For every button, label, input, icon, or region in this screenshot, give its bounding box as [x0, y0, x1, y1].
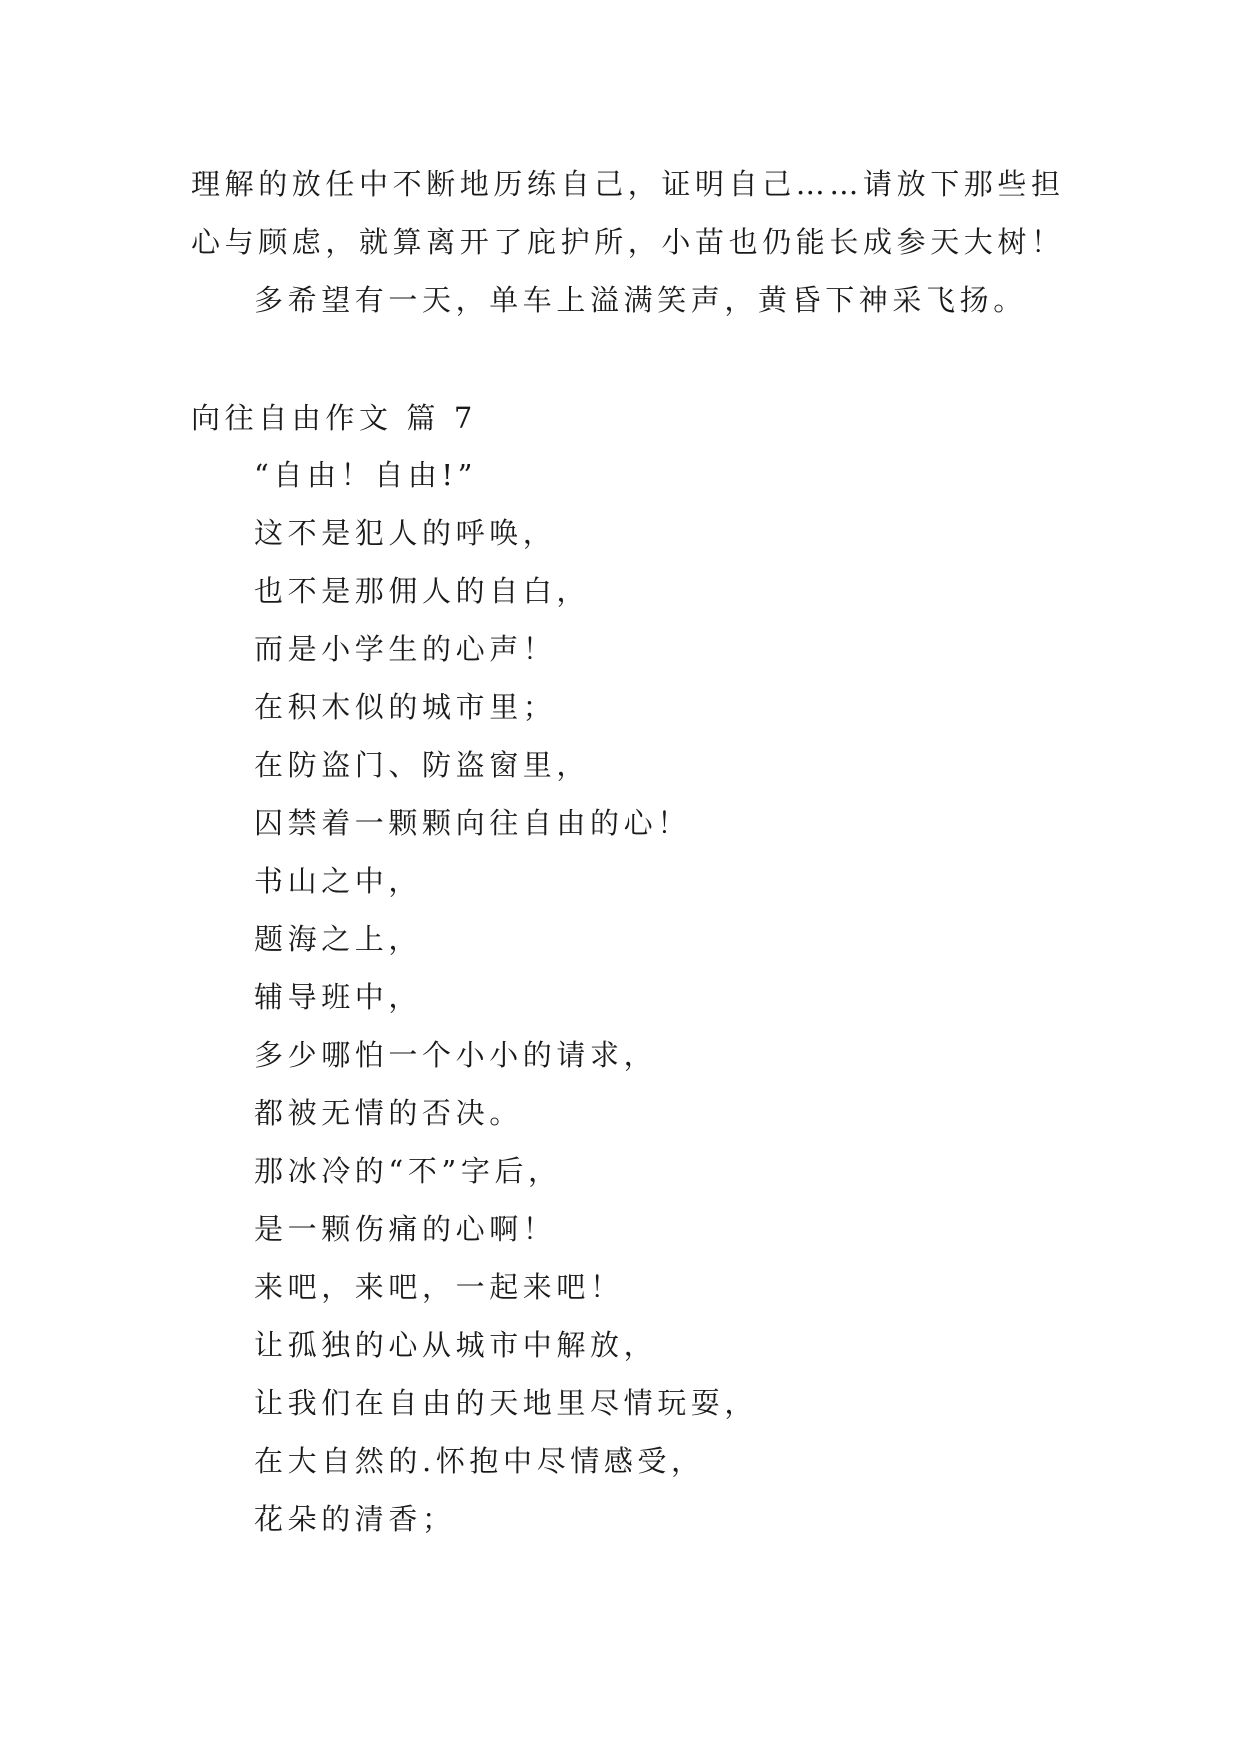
poem-line: 是一颗伤痛的心啊！: [254, 1212, 557, 1246]
poem-line: 而是小学生的心声！: [254, 632, 557, 666]
poem-line: 也不是那佣人的自白，: [254, 574, 591, 608]
poem-line: 书山之中，: [254, 864, 423, 898]
paragraph-line-2: 心与顾虑，就算离开了庇护所，小苗也仍能长成参天大树！: [191, 225, 1065, 259]
poem-line: 都被无情的否决。: [254, 1096, 523, 1130]
poem-line: 让孤独的心从城市中解放，: [254, 1328, 658, 1362]
poem-line: 在积木似的城市里；: [254, 690, 557, 724]
poem-line: 囚禁着一颗颗向往自由的心！: [254, 806, 691, 840]
poem-line: 花朵的清香；: [254, 1502, 456, 1536]
poem-line: “自由！自由!”: [254, 458, 478, 492]
poem-line: 让我们在自由的天地里尽情玩耍，: [254, 1386, 759, 1420]
poem-line: 在防盗门、防盗窗里，: [254, 748, 591, 782]
poem-line: 那冰冷的“不”字后，: [254, 1154, 562, 1188]
paragraph-line-1: 理解的放任中不断地历练自己，证明自己……请放下那些担: [191, 167, 1065, 201]
poem-line: 来吧，来吧，一起来吧！: [254, 1270, 624, 1304]
poem-line: 这不是犯人的呼唤，: [254, 516, 557, 550]
poem-line: 在大自然的.怀抱中尽情感受，: [254, 1444, 705, 1478]
paragraph-line-3: 多希望有一天，单车上溢满笑声，黄昏下神采飞扬。: [254, 283, 1027, 317]
poem-line: 多少哪怕一个小小的请求，: [254, 1038, 658, 1072]
poem-line: 题海之上，: [254, 922, 423, 956]
section-heading: 向往自由作文 篇 7: [191, 401, 477, 435]
poem-line: 辅导班中，: [254, 980, 423, 1014]
